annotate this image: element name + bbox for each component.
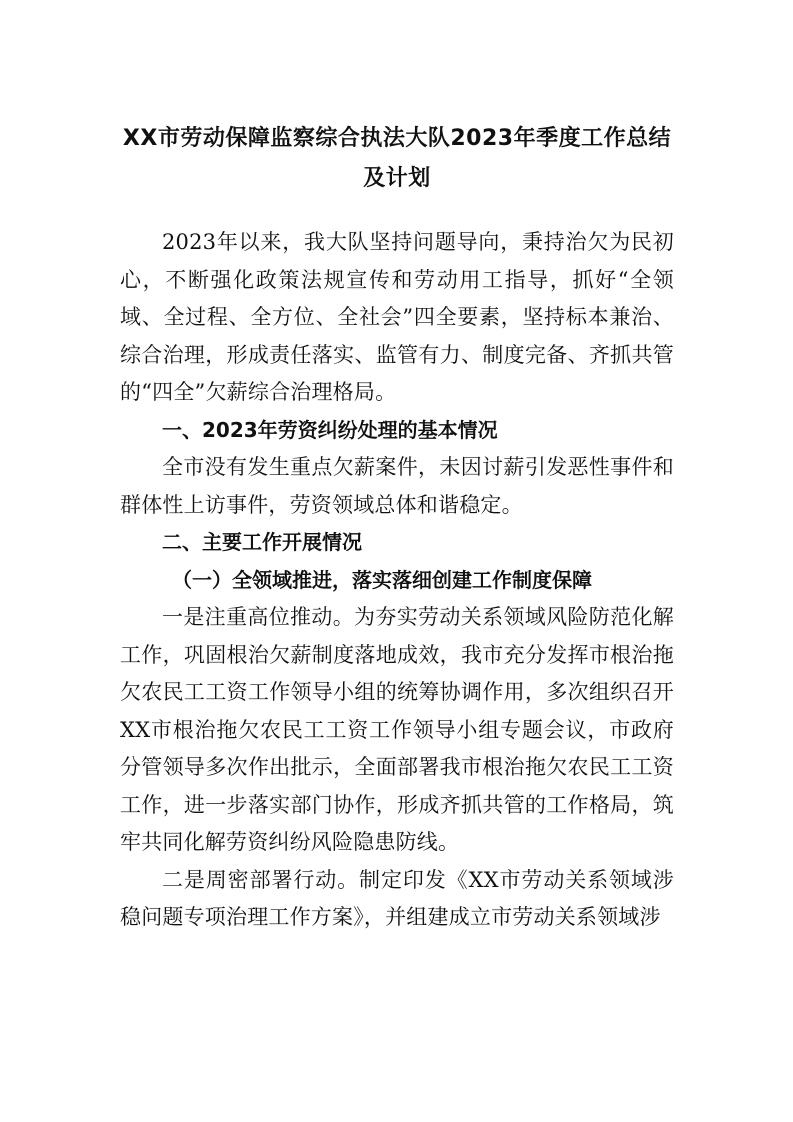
- section-heading-2: 二、主要工作开展情况: [162, 530, 362, 554]
- section-1-paragraph: 全市没有发生重点欠薪案件，未因讨薪引发恶性事件和群体性上访事件，劳资领域总体和谐稳定。: [120, 455, 674, 517]
- document-title: XX市劳动保障监察综合执法大队2023年季度工作总结及计划: [122, 126, 672, 191]
- section-heading-1: 一、2023年劳资纠纷处理的基本情况: [162, 417, 498, 442]
- document-body: [120, 224, 674, 937]
- subsection-1-paragraph-2: 二是周密部署行动。制定印发《XX市劳动关系领域涉稳问题专项治理工作方案》，并组建成立市劳动关系领域涉: [120, 867, 674, 929]
- subsection-1-paragraph-1: 一是注重高位推动。为夯实劳动关系领域风险防范化解工作，巩固根治欠薪制度落地成效，我市充分发挥市根治拖欠农民工工资工作领导小组的统筹协调作用，多次组织召开XX市根治拖欠农民工工资工作领导小组专题会议，市政府分管领导多次作出批示，全面部署我市根治拖欠农民工工资工作，进一步落实部门协作，形成齐抓共管的工作格局，筑牢共同化解劳资纠纷风险隐患防线。: [120, 605, 674, 854]
- subsection-heading-1: （一）全领域推进，落实落细创建工作制度保障: [172, 567, 592, 592]
- intro-paragraph: 2023年以来，我大队坚持问题导向，秉持治欠为民初心，不断强化政策法规宣传和劳动用工指导，抓好“全领域、全过程、全方位、全社会”四全要素，坚持标本兼治、综合治理，形成责任落实、监管有力、制度完备、齐抓共管的“四全”欠薪综合治理格局。: [120, 230, 674, 404]
